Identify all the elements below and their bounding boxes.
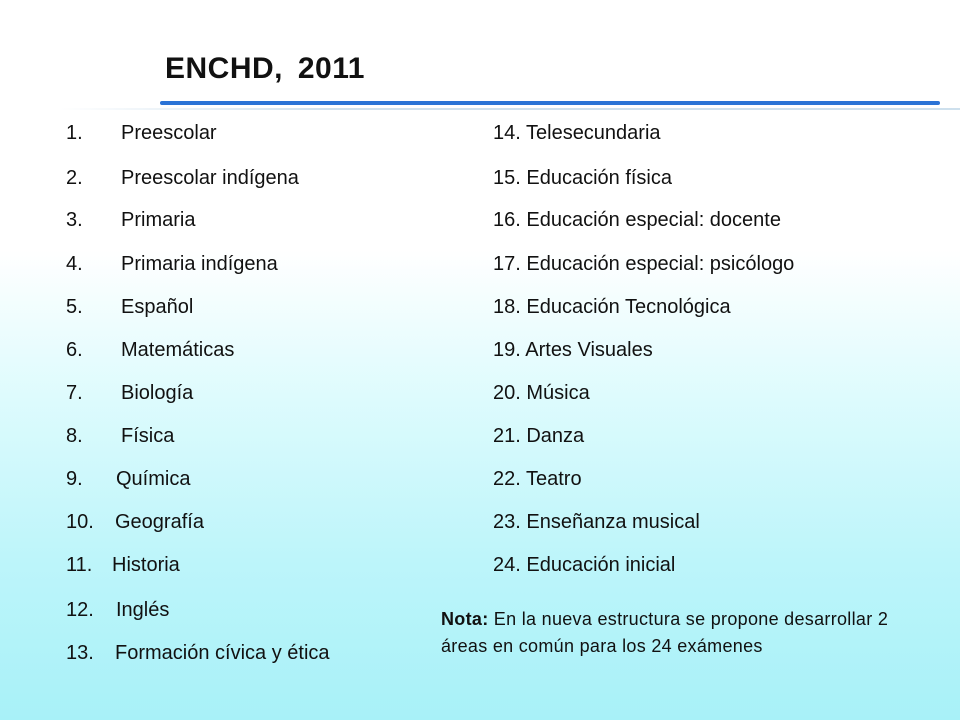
list-item: 22. Teatro	[493, 468, 582, 490]
note-block	[441, 606, 911, 660]
list-item: 17. Educación especial: psicólogo	[493, 253, 795, 275]
note-text: En la nueva estructura se propone desarrollar 2 áreas en común para los 24 exámenes	[441, 609, 889, 656]
list-item: 16. Educación especial: docente	[493, 209, 781, 231]
list-item: 20. Música	[493, 382, 590, 404]
list-item: 19. Artes Visuales	[493, 339, 653, 361]
title-underline	[160, 101, 940, 105]
list-item: 23. Enseñanza musical	[493, 511, 700, 533]
list-item: 24. Educación inicial	[493, 554, 676, 576]
list-item: 21. Danza	[493, 425, 585, 447]
page-title: ENCHD, 2011	[165, 52, 365, 85]
note-label: Nota:	[441, 609, 489, 629]
list-item: 18. Educación Tecnológica	[493, 296, 731, 318]
list-item: 14. Telesecundaria	[493, 122, 661, 144]
title-underline-shadow	[60, 108, 960, 110]
list-item: 15. Educación física	[493, 167, 672, 189]
